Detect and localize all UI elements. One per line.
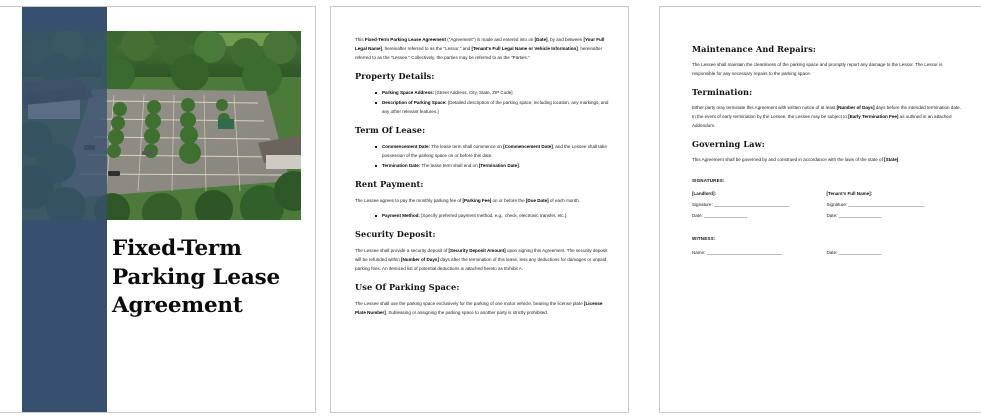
cover-photo	[22, 31, 301, 220]
security-deposit-paragraph: The Lessee shall provide a security deposit of [Security Deposit Amount] upon signing this Agreement. The security deposit will be refunded within [Number of Days] days after the termination of this lease, less any deductions for damages or unpaid parking fees. An itemized list of potential deductions is attached hereto as Exhibit A.	[355, 248, 608, 271]
document-page-two[interactable]	[330, 6, 629, 413]
page-two-body	[331, 7, 628, 412]
witness-label: WITNESS:	[692, 236, 716, 241]
section-heading-termination: Termination:	[692, 87, 753, 97]
list-item: Parking Space Address: [Street Address, City, State, ZIP Code]	[375, 88, 612, 97]
signatures-label: SIGNATURES:	[692, 178, 725, 183]
landlord-signature-line[interactable]: Signature: ______________________________	[692, 202, 790, 207]
intro-paragraph: This Fixed-Term Parking Lease Agreement ("Agreement") is made and entered into on [Date], by and between [Your Full Legal Name], hereinafter referred to as the "Lessor," and [Tenant's Full Legal Name or Vehicle Information], hereinafter referred to as the "Lessee." Collectively, the parties may be referred to as the "Parties."	[355, 37, 605, 60]
witness-grid	[692, 250, 961, 261]
property-details-list	[355, 88, 612, 116]
section-heading-rent-payment: Rent Payment:	[355, 179, 424, 189]
cover-title	[112, 235, 302, 321]
section-heading-property-details: Property Details:	[355, 71, 435, 81]
tenant-name-label: [Tenant's Full Name]:	[826, 191, 873, 196]
list-item: Description of Parking Space: [Detailed description of the parking space, including location, any markings, and any other relevant features.]	[375, 98, 612, 116]
witness-name-line[interactable]: Name: ______________________________	[692, 250, 783, 255]
list-item: Payment Method: [Specify preferred payment method, e.g., check, electronic transfer, etc.].	[375, 211, 612, 220]
signature-column-landlord	[692, 191, 827, 224]
landlord-date-line[interactable]: Date: _________________	[692, 213, 748, 218]
term-of-lease-list	[355, 142, 612, 170]
page-three-body	[660, 7, 981, 412]
witness-column-name	[692, 250, 827, 261]
document-page-cover[interactable]	[0, 6, 316, 413]
witness-date-line[interactable]: Date: _________________	[826, 250, 882, 255]
document-page-three[interactable]	[659, 6, 981, 413]
cover-photo-accent-overlay	[22, 31, 107, 220]
list-item: Commencement Date: The lease term shall commence on [Commencement Date], and the Lessee shall take possession of the parking space on or before this date.	[375, 142, 612, 160]
section-heading-maintenance-and-repairs: Maintenance And Repairs:	[692, 44, 817, 54]
cover-title-line-2: Parking Lease	[112, 264, 280, 290]
signature-column-tenant	[827, 191, 962, 224]
governing-law-paragraph: This Agreement shall be governed by and construed in accordance with the laws of the state of [State].	[692, 157, 900, 162]
tenant-date-line[interactable]: Date: _________________	[826, 213, 882, 218]
cover-title-line-1: Fixed-Term	[112, 236, 242, 261]
section-heading-security-deposit: Security Deposit:	[355, 229, 436, 239]
section-heading-term-of-lease: Term Of Lease:	[355, 125, 426, 135]
rent-payment-paragraph: The Lessee agrees to pay the monthly parking fee of [Parking Fee] on or before the [Due Date] of each month.	[355, 198, 580, 203]
use-of-parking-space-paragraph: The Lessee shall use the parking space exclusively for the parking of one motor vehicle, bearing the license plate [License Plate Number]. Subleasing or assigning the parking space to another party is strictly prohibited.	[355, 301, 603, 315]
list-item: Termination Date: The lease term shall end on [Termination Date].	[375, 161, 612, 170]
cover-title-line-3: Agreement	[112, 293, 243, 319]
landlord-name-label: [Landlord]:	[692, 191, 716, 196]
termination-paragraph: Either party may terminate this Agreement with written notice of at least [Number of Days] days before the intended termination date. In the event of early termination by the Lessee, the Lessee may be subject to [Early Termination Fee] as outlined in an attached Addendum.	[692, 105, 961, 128]
rent-payment-list	[355, 211, 612, 220]
section-heading-governing-law: Governing Law:	[692, 139, 765, 149]
maintenance-paragraph: The Lessee shall maintain the cleanliness of the parking space and promptly report any damage to the Lessor. The Lessor is responsible for any necessary repairs to the parking space.	[692, 62, 943, 76]
signature-grid	[692, 191, 961, 224]
section-heading-use-of-parking-space: Use Of Parking Space:	[355, 282, 460, 292]
witness-column-date	[827, 250, 962, 261]
tenant-signature-line[interactable]: Signature: ______________________________	[826, 202, 925, 207]
